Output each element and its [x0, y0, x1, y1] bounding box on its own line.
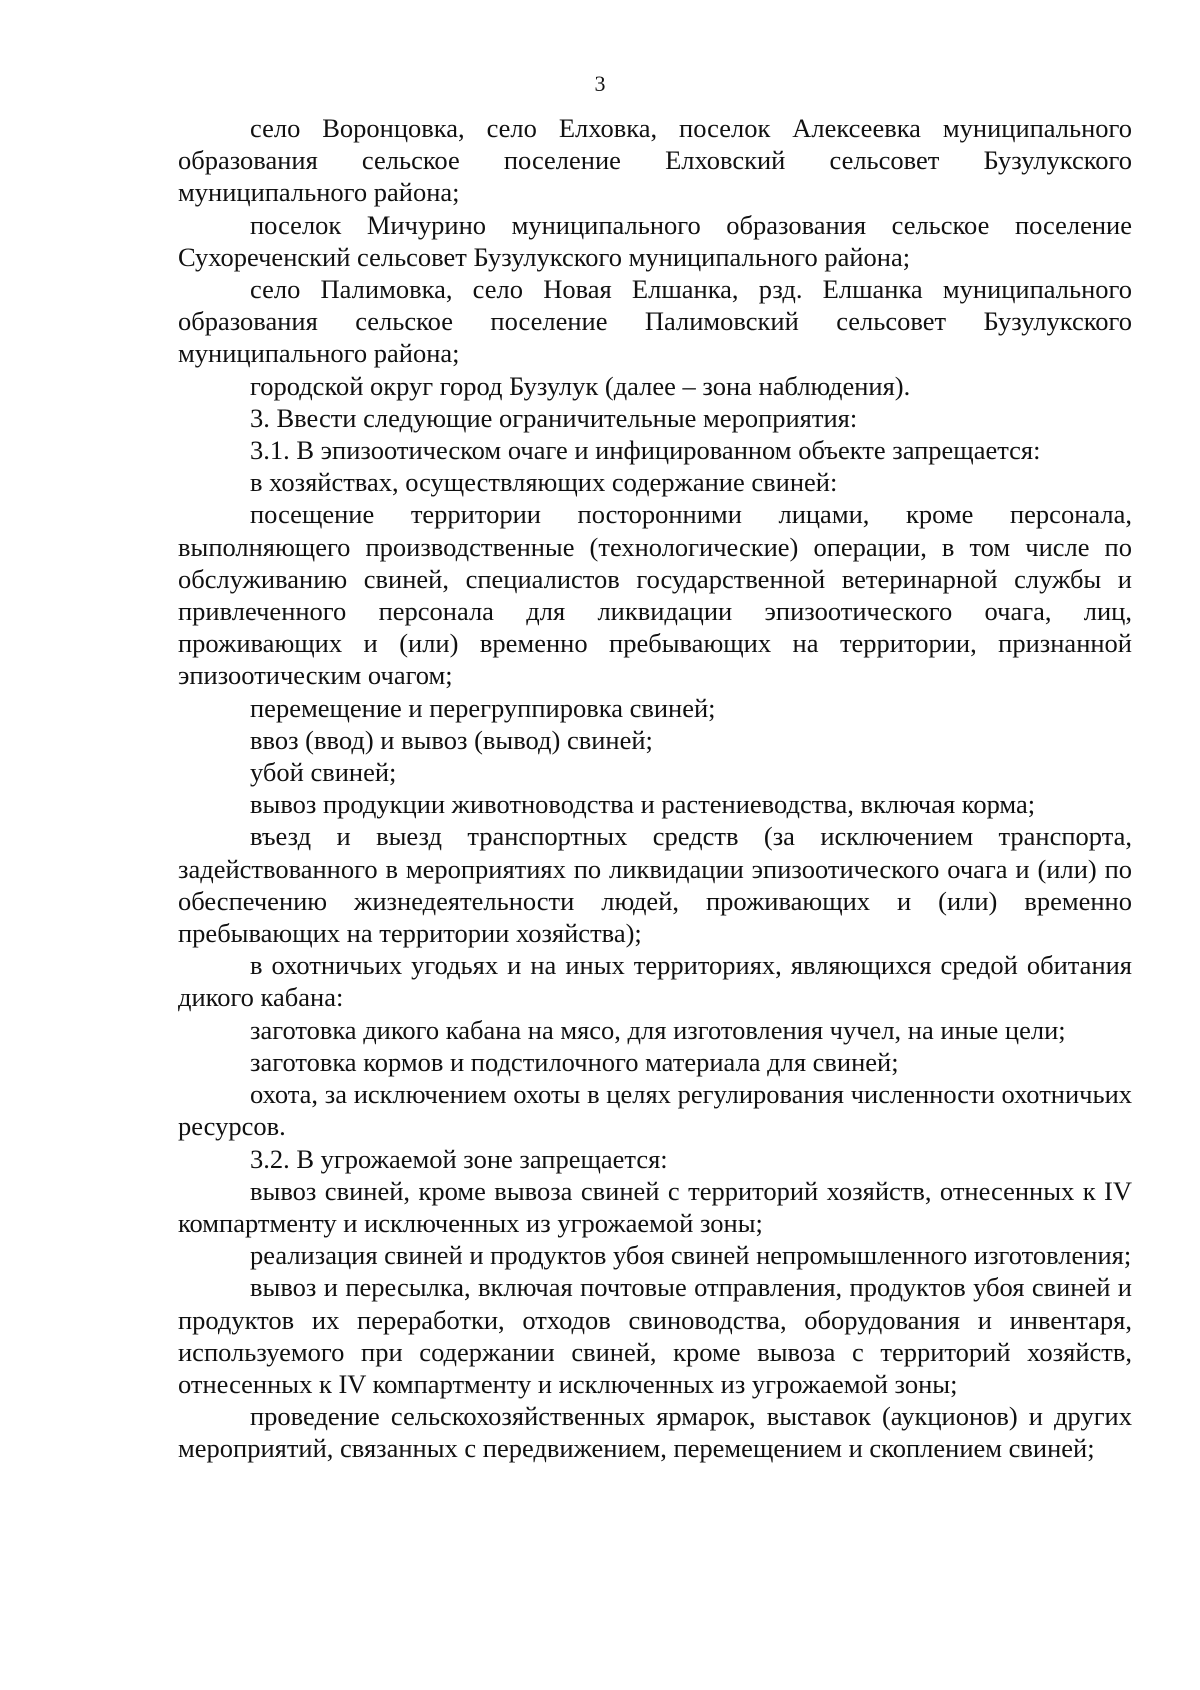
paragraph: поселок Мичурино муниципального образования сельское поселение Сухореченский сельсовет Бузулукского муниципального района; — [178, 209, 1132, 272]
paragraph: вывоз продукции животноводства и растениеводства, включая корма; — [250, 789, 1036, 820]
paragraph: село Воронцовка, село Елховка, поселок Алексеевка муниципального образования сельское поселение Елховский сельсовет Бузулукского муниципального района; — [178, 113, 1132, 208]
paragraph: проведение сельскохозяйственных ярмарок, выставок (аукционов) и других мероприятий, связанных с передвижением, перемещением и скоплением свиней; — [178, 1401, 1132, 1464]
paragraph: заготовка кормов и подстилочного материала для свиней; — [250, 1046, 899, 1077]
paragraph: посещение территории посторонними лицами, кроме персонала, выполняющего производственные (технологические) операции, в том числе по обслуживанию свиней, специалистов государственной ветеринарной службы и привлеченного персонала для ликвидации эпизоотического очага, лиц, проживающих и (или) временно пребывающих на территории, признанной эпизоотическим очагом; — [178, 499, 1132, 691]
paragraph: ввоз (ввод) и вывоз (вывод) свиней; — [250, 724, 653, 755]
paragraph: 3.2. В угрожаемой зоне запрещается: — [250, 1143, 668, 1174]
paragraph: вывоз и пересылка, включая почтовые отправления, продуктов убоя свиней и продуктов их переработки, отходов свиноводства, оборудования и инвентаря, используемого при содержании свиней, кроме вывоза с территорий хозяйств, отнесенных к IV компартменту и исключенных из угрожаемой зоны; — [178, 1272, 1132, 1399]
paragraph: в охотничьих угодьях и на иных территориях, являющихся средой обитания дикого кабана: — [178, 950, 1132, 1013]
document-body — [178, 112, 1132, 1465]
paragraph: вывоз свиней, кроме вывоза свиней с территорий хозяйств, отнесенных к IV компартменту и исключенных из угрожаемой зоны; — [178, 1175, 1132, 1238]
paragraph: село Палимовка, село Новая Елшанка, рзд. Елшанка муниципального образования сельское поселение Палимовский сельсовет Бузулукского муниципального района; — [178, 274, 1132, 369]
paragraph: заготовка дикого кабана на мясо, для изготовления чучел, на иные цели; — [250, 1014, 1066, 1045]
paragraph: охота, за исключением охоты в целях регулирования численности охотничьих ресурсов. — [178, 1079, 1132, 1142]
paragraph: перемещение и перегруппировка свиней; — [250, 692, 716, 723]
page-number: 3 — [594, 71, 606, 96]
paragraph: в хозяйствах, осуществляющих содержание свиней: — [250, 467, 838, 498]
paragraph: реализация свиней и продуктов убоя свиней непромышленного изготовления; — [250, 1240, 1132, 1271]
paragraph: городской округ город Бузулук (далее – зона наблюдения). — [250, 370, 911, 401]
paragraph: убой свиней; — [250, 757, 397, 788]
paragraph: 3. Ввести следующие ограничительные мероприятия: — [250, 402, 858, 433]
paragraph: въезд и выезд транспортных средств (за исключением транспорта, задействованного в мероприятиях по ликвидации эпизоотического очага и (или) по обеспечению жизнедеятельности людей, проживающих и (или) временно пребывающих на территории хозяйства); — [178, 821, 1132, 949]
paragraph: 3.1. В эпизоотическом очаге и инфицированном объекте запрещается: — [250, 435, 1041, 466]
